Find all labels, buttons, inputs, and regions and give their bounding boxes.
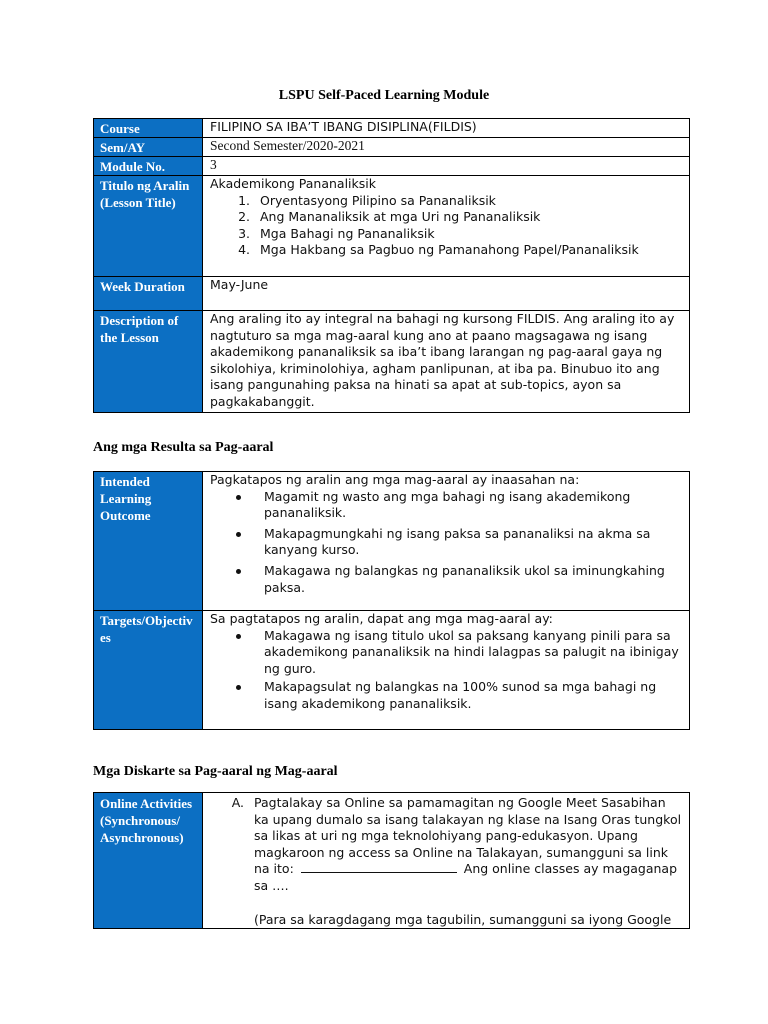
targets-value [203, 611, 690, 730]
course-label: Course [94, 119, 203, 138]
sem-row [94, 138, 690, 157]
ilo-value [203, 472, 690, 611]
list-item [248, 795, 683, 928]
course-row [94, 119, 690, 138]
lesson-title-label: Titulo ng Aralin (Lesson Title) [94, 176, 203, 277]
document-title: LSPU Self-Paced Learning Module [278, 88, 490, 103]
list-item: 3. Mga Bahagi ng Pananaliksik [254, 226, 683, 243]
targets-row [94, 611, 690, 730]
list-item: 2. Ang Mananaliksik at mga Uri ng Pananaliksik [254, 209, 683, 226]
outcomes-table [93, 471, 690, 730]
list-item: Makagawa ng isang titulo ukol sa paksang kanyang pinili para sa akademikong pananaliksik na hindi lalagpas sa palugit na ibinigay ng guro. [254, 628, 683, 678]
ilo-row [94, 472, 690, 611]
module-value: 3 [203, 157, 690, 176]
list-item: Makagawa ng balangkas ng pananaliksik ukol sa iminungkahing paksa. [254, 563, 683, 596]
lesson-title-row [94, 176, 690, 277]
module-info-table [93, 118, 690, 413]
description-row [94, 311, 690, 413]
online-activity-list [210, 795, 683, 928]
lesson-topic-list [210, 193, 683, 259]
online-row [94, 793, 690, 929]
online-note: (Para sa karagdagang mga tagubilin, sumangguni sa iyong Google [254, 911, 672, 927]
targets-label: Targets/Objectives [94, 611, 203, 730]
targets-list [210, 628, 683, 713]
description-label: Description of the Lesson [94, 311, 203, 413]
module-label: Module No. [94, 157, 203, 176]
sem-label: Sem/AY [94, 138, 203, 157]
lesson-title-heading: Akademikong Pananaliksik [210, 176, 376, 191]
strategies-table [93, 792, 690, 929]
sem-value: Second Semester/2020-2021 [203, 138, 690, 157]
week-row [94, 277, 690, 311]
description-value: Ang araling ito ay integral na bahagi ng kursong FILDIS. Ang araling ito ay nagtuturo sa mga mag-aaral kung ano at paano magsagawa ng isang akademikong pananaliksik sa iba’t ibang larangan ng pag-aaral gaya ng sikolohiya, kriminolohiya, agham panlipunan, at iba pa. Binubuo ito ang isang pangunahing paksa na hinati sa apat at sub-topics, ayon sa pagkakabanggit. [203, 311, 690, 413]
ilo-intro: Pagkatapos ng aralin ang mga mag-aaral ay inaasahan na: [210, 472, 580, 487]
online-label: Online Activities (Synchronous/ Asynchronous) [94, 793, 203, 929]
list-item: 4. Mga Hakbang sa Pagbuo ng Pamanahong Papel/Pananaliksik [254, 242, 683, 259]
module-row [94, 157, 690, 176]
list-item: Makapagmungkahi ng isang paksa sa pananaliksi na akma sa kanyang kurso. [254, 526, 683, 559]
strategies-heading: Mga Diskarte sa Pag-aaral ng Mag-aaral [93, 764, 338, 779]
online-item-a-text: Pagtalakay sa Online sa pamamagitan ng Google Meet Sasabihan ka upang dumalo sa isang talakayan ng klase na Isang Oras tungkol sa likas at uri ng mga teknolohiyang pang-edukasyon. Upang magkaroon ng access sa Online na Talakayan, sumangguni sa link na ito: [254, 795, 682, 877]
ilo-list [210, 489, 683, 597]
week-value: May-June [203, 277, 690, 311]
lesson-title-value [203, 176, 690, 277]
list-item: 1. Oryentasyong Pilipino sa Pananaliksik [254, 193, 683, 210]
ilo-label: Intended Learning Outcome [94, 472, 203, 611]
targets-intro: Sa pagtatapos ng aralin, dapat ang mga mag-aaral ay: [210, 611, 553, 626]
list-item: Makapagsulat ng balangkas na 100% sunod sa mga bahagi ng isang akademikong pananaliksik. [254, 679, 683, 712]
link-blank [301, 861, 457, 873]
list-item: Magamit ng wasto ang mga bahagi ng isang akademikong pananaliksik. [254, 489, 683, 522]
week-label: Week Duration [94, 277, 203, 311]
outcomes-heading: Ang mga Resulta sa Pag-aaral [93, 440, 274, 455]
course-value: FILIPINO SA IBA’T IBANG DISIPLINA(FILDIS) [203, 119, 690, 138]
online-item-a-after: Ang online classes ay magaganap sa …. [254, 861, 678, 893]
online-value [203, 793, 690, 929]
